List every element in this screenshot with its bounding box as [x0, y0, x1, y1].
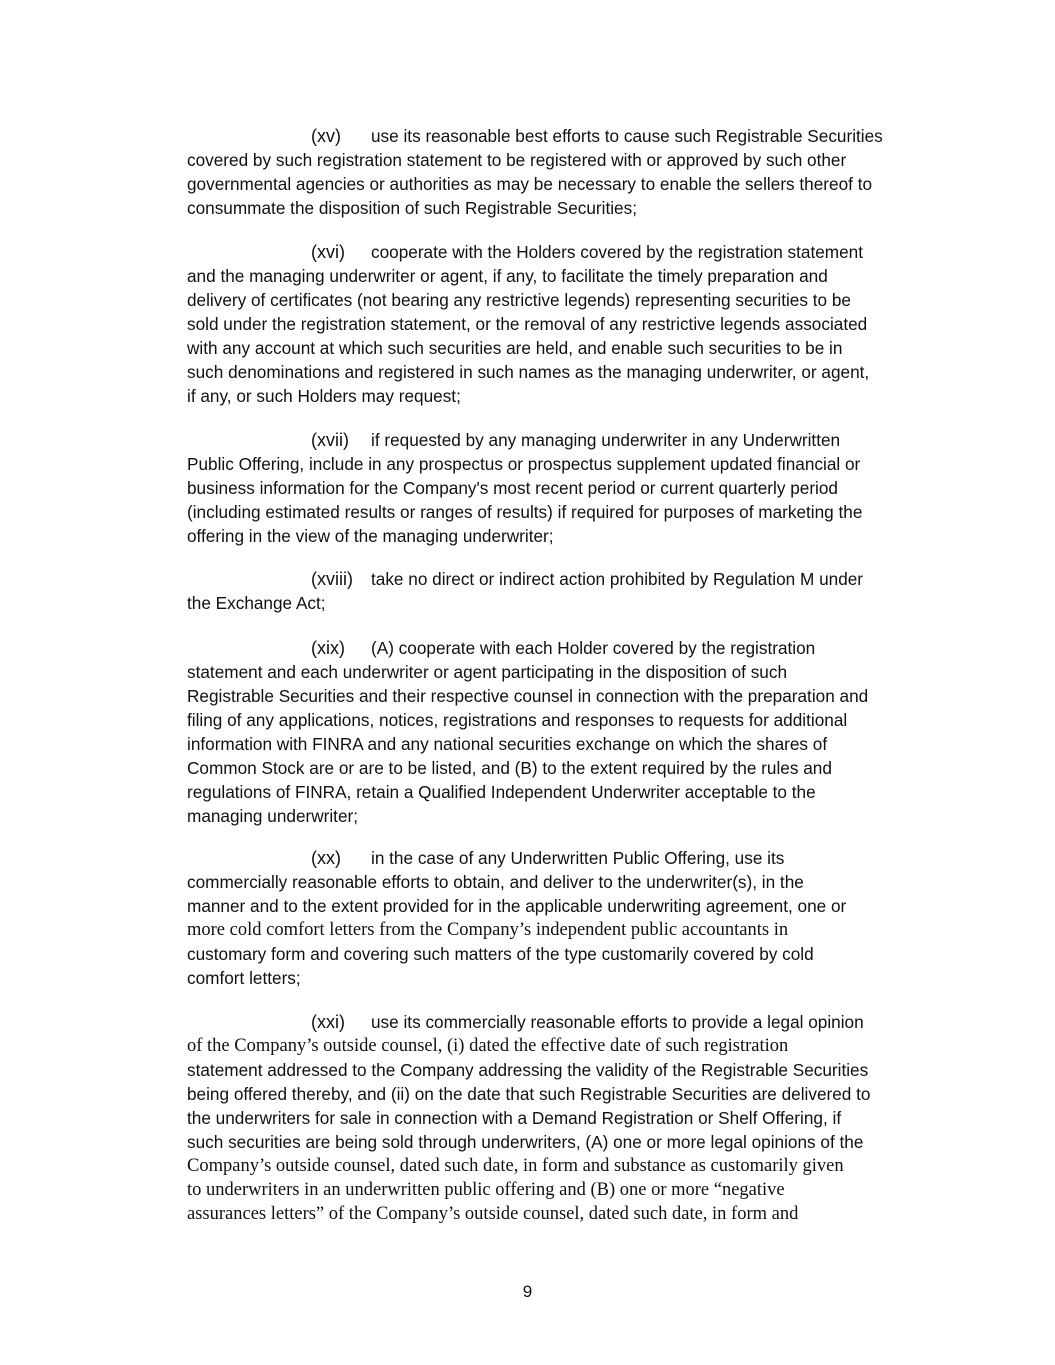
paragraph-line: statement addressed to the Company addressing the validity of the Registrable Securities: [187, 1060, 869, 1080]
paragraph-line: (including estimated results or ranges of results) if required for purposes of marketing the: [187, 502, 863, 522]
paragraph-xviii: [187, 567, 935, 615]
paragraph-line: if requested by any managing underwriter in any Underwritten: [371, 430, 841, 450]
paragraph-line: Company’s outside counsel, dated such date, in form and substance as customarily given: [187, 1156, 844, 1176]
paragraph-line: comfort letters;: [187, 968, 301, 988]
paragraph-xv: [187, 124, 935, 220]
paragraph-line: information with FINRA and any national securities exchange on which the shares of: [187, 734, 828, 754]
paragraph-line: use its commercially reasonable efforts to provide a legal opinion: [371, 1012, 864, 1032]
paragraph-line: business information for the Company's most recent period or current quarterly period: [187, 478, 838, 498]
paragraph-line: assurances letters” of the Company’s outside counsel, dated such date, in form and: [187, 1204, 799, 1224]
paragraph-line: such denominations and registered in such names as the managing underwriter, or agent,: [187, 362, 870, 382]
paragraph-xvii: [187, 428, 935, 548]
paragraph-line: in the case of any Underwritten Public Offering, use its: [371, 848, 785, 868]
paragraph-line: commercially reasonable efforts to obtain, and deliver to the underwriter(s), in the: [187, 872, 804, 892]
paragraph-line: regulations of FINRA, retain a Qualified Independent Underwriter acceptable to the: [187, 782, 816, 802]
paragraph-number: (xxi): [311, 1012, 345, 1032]
paragraph-line: governmental agencies or authorities as may be necessary to enable the sellers thereof to: [187, 174, 873, 194]
paragraph-xix: [187, 636, 935, 828]
page-number: 9: [522, 1282, 533, 1301]
paragraph-number: (xvi): [311, 242, 345, 262]
paragraph-number: (xviii): [311, 569, 353, 589]
paragraph-line: (A) cooperate with each Holder covered by the registration: [371, 638, 816, 658]
paragraph-number: (xix): [311, 638, 345, 658]
paragraph-line: Common Stock are or are to be listed, and (B) to the extent required by the rules and: [187, 758, 832, 778]
paragraph-line: Registrable Securities and their respective counsel in connection with the preparation and: [187, 686, 869, 706]
paragraph-line: take no direct or indirect action prohibited by Regulation M under: [371, 569, 864, 589]
paragraph-line: delivery of certificates (not bearing any restrictive legends) representing securities to be: [187, 290, 851, 310]
paragraph-line: more cold comfort letters from the Company’s independent public accountants in: [187, 920, 789, 940]
paragraph-number: (xv): [311, 126, 341, 146]
paragraph-line: offering in the view of the managing underwriter;: [187, 526, 554, 546]
paragraph-line: the underwriters for sale in connection with a Demand Registration or Shelf Offering, if: [187, 1108, 842, 1128]
paragraph-line: use its reasonable best efforts to cause such Registrable Securities: [371, 126, 883, 146]
paragraph-number: (xvii): [311, 430, 349, 450]
paragraph-line: and the managing underwriter or agent, if any, to facilitate the timely preparation and: [187, 266, 828, 286]
paragraph-line: manner and to the extent provided for in the applicable underwriting agreement, one or: [187, 896, 847, 916]
paragraph-line: to underwriters in an underwritten public offering and (B) one or more “negative: [187, 1180, 785, 1200]
paragraph-xx: [187, 846, 935, 990]
paragraph-line: Public Offering, include in any prospectus or prospectus supplement updated financial or: [187, 454, 861, 474]
paragraph-line: managing underwriter;: [187, 806, 359, 826]
paragraph-line: if any, or such Holders may request;: [187, 386, 461, 406]
paragraph-line: of the Company’s outside counsel, (i) dated the effective date of such registration: [187, 1036, 789, 1056]
paragraph-line: with any account at which such securities are held, and enable such securities to be in: [187, 338, 843, 358]
paragraph-line: consummate the disposition of such Registrable Securities;: [187, 198, 637, 218]
paragraph-line: filing of any applications, notices, registrations and responses to requests for additional: [187, 710, 848, 730]
paragraph-xvi: [187, 240, 935, 408]
paragraph-line: the Exchange Act;: [187, 593, 326, 613]
paragraph-line: cooperate with the Holders covered by the registration statement: [371, 242, 864, 262]
paragraph-number: (xx): [311, 848, 341, 868]
paragraph-line: customary form and covering such matters of the type customarily covered by cold: [187, 944, 814, 964]
paragraph-line: statement and each underwriter or agent participating in the disposition of such: [187, 662, 788, 682]
paragraph-line: such securities are being sold through underwriters, (A) one or more legal opinions of the: [187, 1132, 864, 1152]
paragraph-line: being offered thereby, and (ii) on the date that such Registrable Securities are delivered to: [187, 1084, 871, 1104]
paragraph-line: covered by such registration statement to be registered with or approved by such other: [187, 150, 847, 170]
paragraph-line: sold under the registration statement, or the removal of any restrictive legends associated: [187, 314, 868, 334]
paragraph-xxi: [187, 1010, 935, 1226]
